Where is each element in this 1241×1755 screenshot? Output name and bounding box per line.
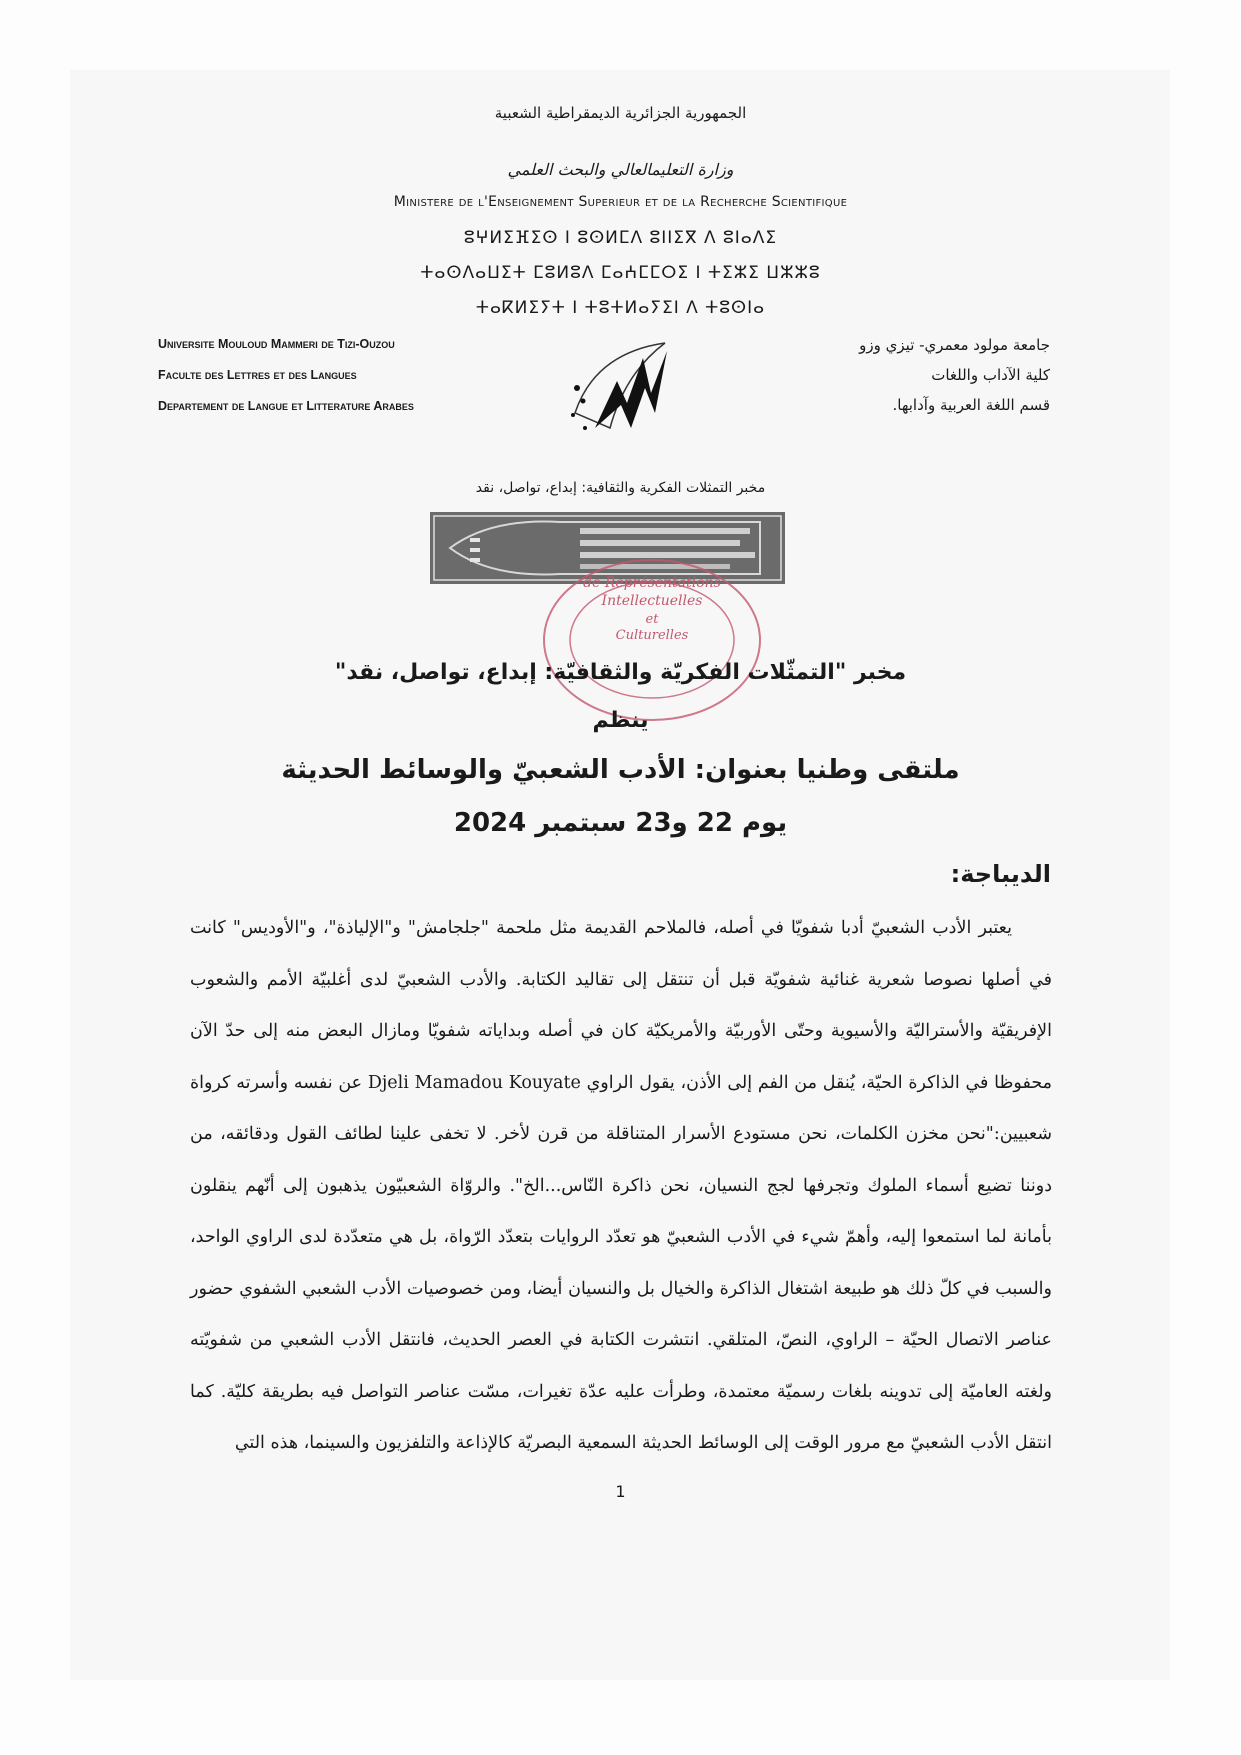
- seal-line-2: Intellectuelles: [601, 593, 703, 609]
- department-name-fr: Departement de Langue et Litterature Arabes: [158, 399, 414, 413]
- ministry-french: Ministere de l'Enseignement Superieur et de la Recherche Scientifique: [393, 194, 848, 210]
- official-seal: [540, 555, 765, 725]
- faculty-tifinagh: ⵜⴰⴽⵍⵉⵢⵜ ⵏ ⵜⵓⵜⵍⴰⵢⵉⵏ ⴷ ⵜⵓⵙⵏⴰ: [475, 298, 766, 318]
- seal-line-1: de Représentations: [583, 575, 721, 591]
- seal-line-3: et: [645, 612, 659, 627]
- seal-line-4: Culturelles: [615, 628, 689, 643]
- ministry-arabic: وزارة التعليمالعالي والبحث العلمي: [507, 160, 734, 179]
- organizes-label: ينظم: [592, 708, 649, 733]
- preamble-paragraph: يعتبر الأدب الشعبيّ أدبا شفويّا في أصله، فالملاحم القديمة مثل ملحمة "جلجامش" و"الإلياذة"، و"الأوديس" كانت في أصلها نصوصا شعرية غنائية شفويّة قبل أن تنتقل إلى تقاليد الكتابة. والأدب الشعبيّ لدى أغلبيّة الأمم والشعوب الإفريقيّة والأستراليّة والأسيوية وحتّى الأوربيّة والأمريكيّة كان في أصله وبداياته شفويّا ومازال البعض منه إلى حدّ الآن محفوظا في الذاكرة الحيّة، يُنقل من الفم إلى الأذن، يقول الراوي Djeli Mamadou Kouyate عن نفسه وأسرته كرواة شعبيين:"نحن مخزن الكلمات، نحن مستودع الأسرار المتناقلة من قرن لأخر. لا تخفى علينا لطائف القول ودقائقه، من دوننا تضيع أسماء الملوك وتجرفها لجج النسيان، نحن ذاكرة النّاس...الخ". والروّاة الشعبيّون يذهبون إلى أنّهم ينقلون بأمانة لما استمعوا إليه، وأهمّ شيء في الأدب الشعبيّ هو تعدّد الروايات بتعدّد الرّواة، بل هي متعدّدة لدى الراوي الواحد، والسبب في كلّ ذلك هو طبيعة اشتغال الذاكرة والخيال بل والنسيان أيضا، ومن خصوصيات الأدب الشعبي الشفوي حضور عناصر الاتصال الحيّة – الراوي، النصّ، المتلقي. انتشرت الكتابة في العصر الحديث، فانتقل الأدب الشعبي من شفويّته ولغته العاميّة إلى تدوينه بلغات رسميّة معتمدة، وطرأت عليه عدّة تغيرات، مسّت عناصر التواصل فيه بطريقة كليّة. كما انتقل الأدب الشعبيّ مع مرور الوقت إلى الوسائط الحديثة السمعية البصريّة كالإذاعة والتلفزيون والسينما، هذه التي: [190, 918, 1052, 1453]
- lab-title: مخبر "التمثّلات الفكريّة والثقافيّة: إبداع، تواصل، نقد": [334, 660, 907, 685]
- university-logo: [555, 333, 685, 443]
- french-institution-block: [158, 337, 538, 430]
- conference-date: يوم 22 و23 سبتمبر 2024: [453, 808, 788, 838]
- department-name-ar: قسم اللغة العربية وآدابها.: [892, 396, 1050, 414]
- ministry-tifinagh: ⵓⵖⵍⵉⴼⵉⵙ ⵏ ⵓⵙⵍⵎⴷ ⵓⵏⵏⵉⴳ ⴷ ⵓⵏⴰⴷⵉ: [463, 228, 778, 248]
- arabic-institution-block: [800, 336, 1050, 426]
- university-name-fr: Universite Mouloud Mammeri de Tizi-Ouzou: [158, 337, 395, 351]
- republic-heading: الجمهورية الجزائرية الديمقراطية الشعبية: [494, 104, 747, 122]
- faculty-name-ar: كلية الآداب واللغات: [931, 366, 1050, 384]
- lab-name-small: مخبر التمثلات الفكرية والثقافية: إبداع، تواصل، نقد: [475, 480, 766, 496]
- section-heading: الديباجة:: [950, 860, 1051, 888]
- page-number: 1: [615, 1482, 626, 1501]
- university-name-ar: جامعة مولود معمري- تيزي وزو: [859, 336, 1050, 354]
- preamble-body: [190, 903, 1052, 1470]
- conference-title: ملتقى وطنيا بعنوان: الأدب الشعبيّ والوسائط الحديثة: [281, 755, 960, 785]
- faculty-name-fr: Faculte des Lettres et des Langues: [158, 368, 357, 382]
- university-tifinagh: ⵜⴰⵙⴷⴰⵡⵉⵜ ⵎⵓⵍⵓⴷ ⵎⴰⵄⵎⵎⵔⵉ ⵏ ⵜⵉⵣⵉ ⵡⵣⵣⵓ: [420, 263, 821, 283]
